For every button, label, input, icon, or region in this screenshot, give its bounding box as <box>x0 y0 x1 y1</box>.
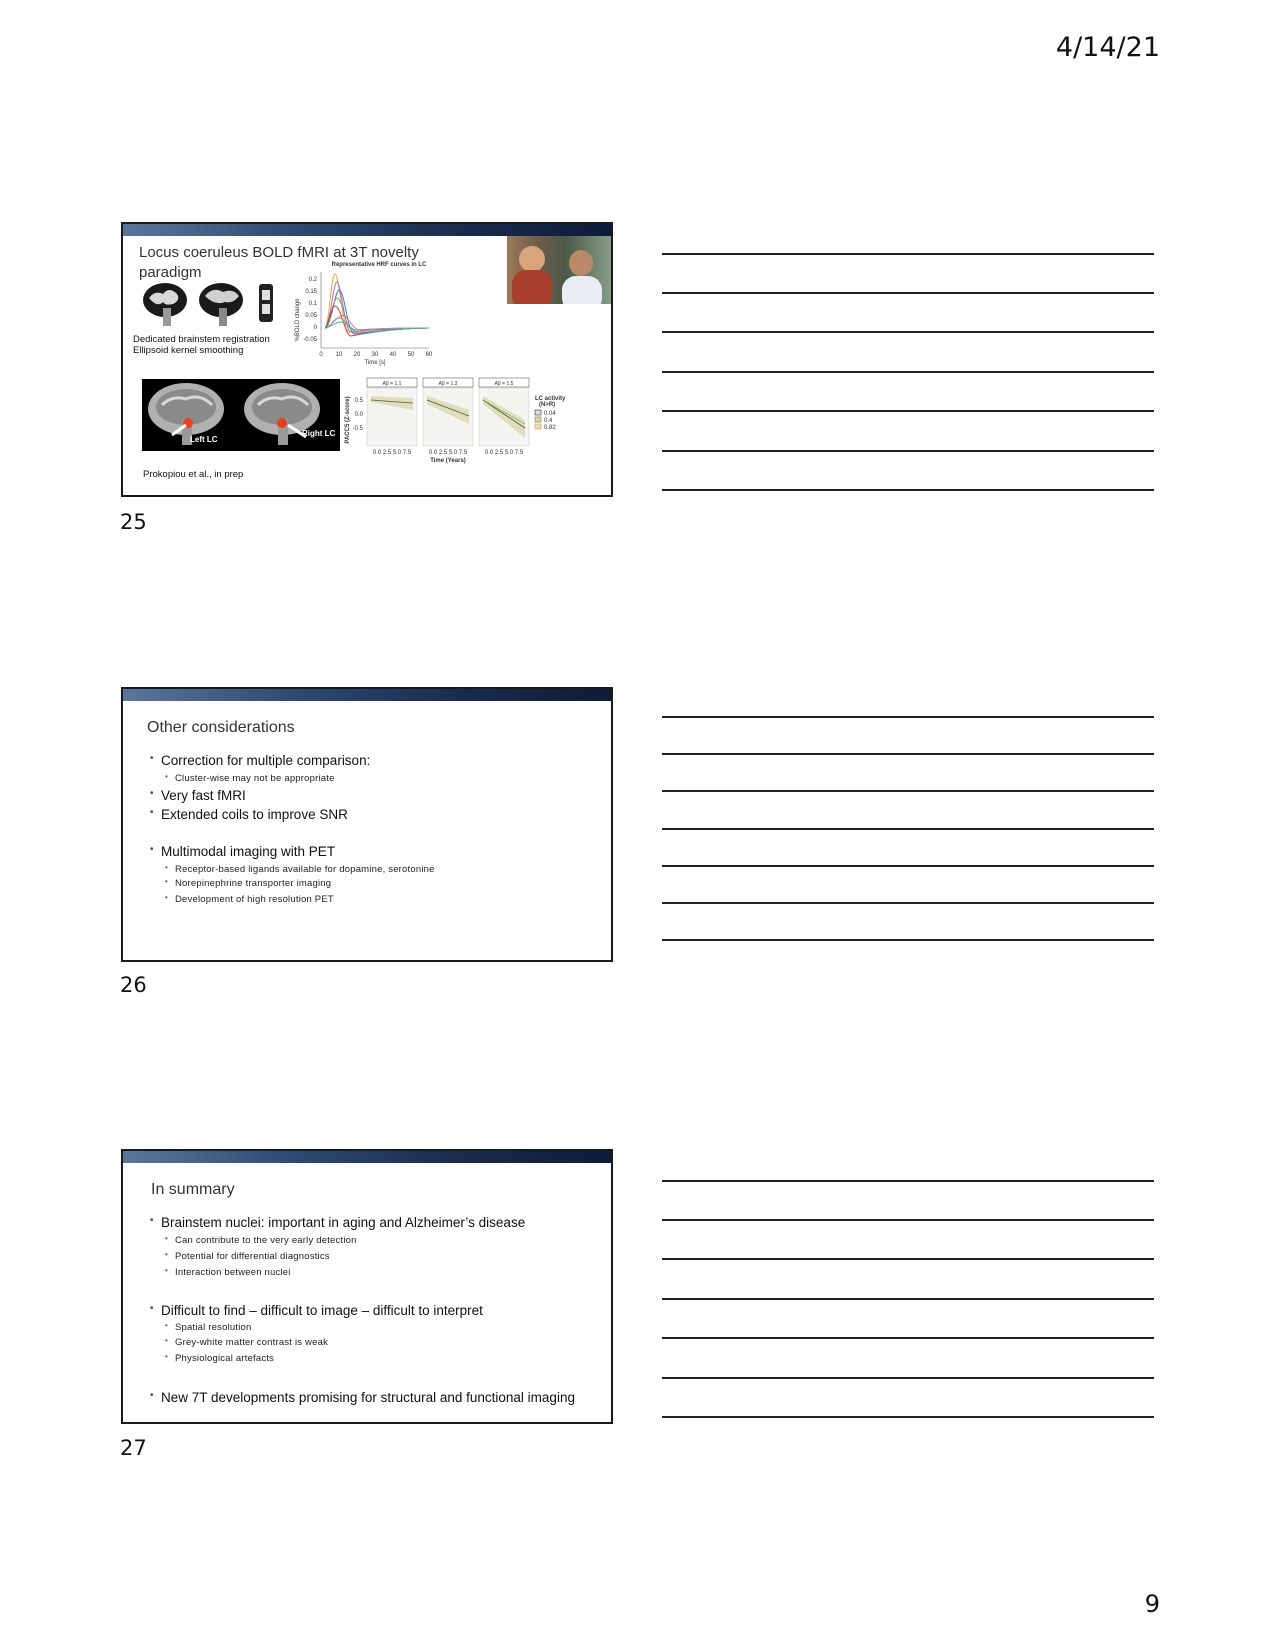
hrf-plot-ylabel: %BOLD change <box>295 298 301 342</box>
hrf-xtick: 60 <box>425 352 433 358</box>
hrf-ytick: 0 <box>313 325 317 331</box>
hrf-xtick: 40 <box>389 352 397 358</box>
pacc-legend-item: 0.04 <box>544 411 556 417</box>
slide-27 <box>121 1149 613 1424</box>
hrf-yticks <box>303 277 317 343</box>
hrf-ytick: -0.05 <box>303 337 317 343</box>
pacc-legend-title: LC activity <box>535 396 566 402</box>
pacc-panel-label: Aβ = 1.5 <box>494 381 514 387</box>
note-line <box>662 489 1154 491</box>
left-lc-label: Left LC <box>190 435 218 444</box>
note-line <box>662 1180 1154 1182</box>
sub-bullet-item: • Physiological artefacts <box>175 1353 274 1364</box>
slide-header-bar <box>123 689 611 701</box>
sub-bullet-item: • Can contribute to the very early detection <box>175 1235 357 1246</box>
note-line <box>662 865 1154 867</box>
hrf-ytick: 0.05 <box>305 313 317 319</box>
slide-title: In summary <box>151 1181 235 1198</box>
note-line <box>662 450 1154 452</box>
hrf-ytick: 0.1 <box>308 301 317 307</box>
hrf-plot <box>293 260 453 370</box>
right-lc-label: Right LC <box>302 429 336 438</box>
pacc-xlabel: Time (Years) <box>430 458 466 464</box>
bullet-item: • Multimodal imaging with PET <box>161 844 335 859</box>
bullet-item: • New 7T developments promising for structural and functional imaging <box>161 1390 575 1405</box>
note-line <box>662 1298 1154 1300</box>
slide-number-27: 27 <box>120 1436 147 1460</box>
brain-activation-panel <box>142 379 340 451</box>
slide-header-bar <box>123 224 611 236</box>
bullet-item: • Very fast fMRI <box>161 788 246 803</box>
note-line <box>662 1337 1154 1339</box>
pacc-ytick: 0.5 <box>354 398 363 404</box>
hrf-xlabel: Time [s] <box>364 360 386 366</box>
hrf-xtick: 30 <box>371 352 379 358</box>
note-line <box>662 253 1154 255</box>
pacc-plot <box>343 376 593 466</box>
slide-title-line2: paradigm <box>139 264 202 281</box>
pacc-legend-title: (N>R) <box>539 402 556 408</box>
slide-25 <box>121 222 613 497</box>
slide-26 <box>121 687 613 962</box>
pacc-yticks <box>353 398 364 432</box>
hrf-plot-title: Representative HRF curves in LC <box>331 262 427 268</box>
bullet-item: • Brainstem nuclei: important in aging and Alzheimer’s disease <box>161 1215 525 1230</box>
pacc-xticks: 0.0 2.5 5.0 7.5 <box>484 450 524 456</box>
sub-bullet-item: • Grey-white matter contrast is weak <box>175 1337 328 1348</box>
hrf-xtick: 50 <box>407 352 415 358</box>
note-line <box>662 1377 1154 1379</box>
note-line <box>662 716 1154 718</box>
note-line <box>662 753 1154 755</box>
pacc-ytick: -0.5 <box>352 426 363 432</box>
person-right-body <box>562 276 602 304</box>
pacc-panel-label: Aβ = 1.1 <box>382 381 402 387</box>
person-left-body <box>512 270 552 304</box>
bullet-item: • Difficult to find – difficult to image – difficult to interpret <box>161 1303 483 1318</box>
brain-sagittal-images <box>142 379 340 451</box>
slide-title: Other considerations <box>147 719 295 736</box>
pacc-xticks: 0.0 2.5 5.0 7.5 <box>428 450 468 456</box>
citation: Prokopiou et al., in prep <box>143 469 244 480</box>
bullet-item: • Correction for multiple comparison: <box>161 753 370 768</box>
note-line <box>662 292 1154 294</box>
note-line <box>662 1219 1154 1221</box>
slide-header-bar <box>123 1151 611 1163</box>
pacc-ylabel: PACC5 (Z-score) <box>345 396 351 444</box>
note-line <box>662 902 1154 904</box>
page-date: 4/14/21 <box>1055 32 1160 63</box>
sub-bullet-item: • Development of high resolution PET <box>175 894 334 905</box>
hrf-xtick: 0 <box>319 352 323 358</box>
slide-number-25: 25 <box>120 510 147 534</box>
sub-bullet-item: • Receptor-based ligands available for dopamine, serotonine <box>175 864 435 875</box>
pacc-panel-label: Aβ = 1.3 <box>438 381 458 387</box>
person-right <box>569 250 593 276</box>
hrf-xtick: 20 <box>353 352 361 358</box>
sub-bullet-item: • Spatial resolution <box>175 1322 251 1333</box>
caption-smoothing: Ellipsoid kernel smoothing <box>133 345 244 356</box>
note-line <box>662 1258 1154 1260</box>
pacc-ytick: 0.0 <box>354 412 363 418</box>
page-number: 9 <box>1144 1590 1160 1618</box>
note-line <box>662 790 1154 792</box>
caption-registration: Dedicated brainstem registration <box>133 334 270 345</box>
hrf-curves <box>325 274 429 336</box>
sub-bullet-item: • Interaction between nuclei <box>175 1267 291 1278</box>
note-line <box>662 939 1154 941</box>
sub-bullet-item: • Cluster-wise may not be appropriate <box>175 773 335 784</box>
note-line <box>662 371 1154 373</box>
hrf-xtick: 10 <box>335 352 343 358</box>
hrf-xticks <box>319 352 433 358</box>
bullet-item: • Extended coils to improve SNR <box>161 807 348 822</box>
slide-title-line1: Locus coeruleus BOLD fMRI at 3T novelty <box>139 244 419 261</box>
hrf-ytick: 0.2 <box>308 277 317 283</box>
pacc-xticks: 0.0 2.5 5.0 7.5 <box>372 450 412 456</box>
note-line <box>662 828 1154 830</box>
hrf-ytick: 0.15 <box>305 289 317 295</box>
note-line <box>662 1416 1154 1418</box>
slide-number-26: 26 <box>120 973 147 997</box>
sub-bullet-item: • Potential for differential diagnostics <box>175 1251 330 1262</box>
person-left <box>519 246 545 272</box>
sub-bullet-item: • Norepinephrine transporter imaging <box>175 878 331 889</box>
note-line <box>662 410 1154 412</box>
brainstem-images <box>141 280 281 328</box>
pacc-legend-item: 0.4 <box>544 418 553 424</box>
presenters-photo <box>507 236 613 304</box>
note-line <box>662 331 1154 333</box>
pacc-legend-item: 0.82 <box>544 425 556 431</box>
